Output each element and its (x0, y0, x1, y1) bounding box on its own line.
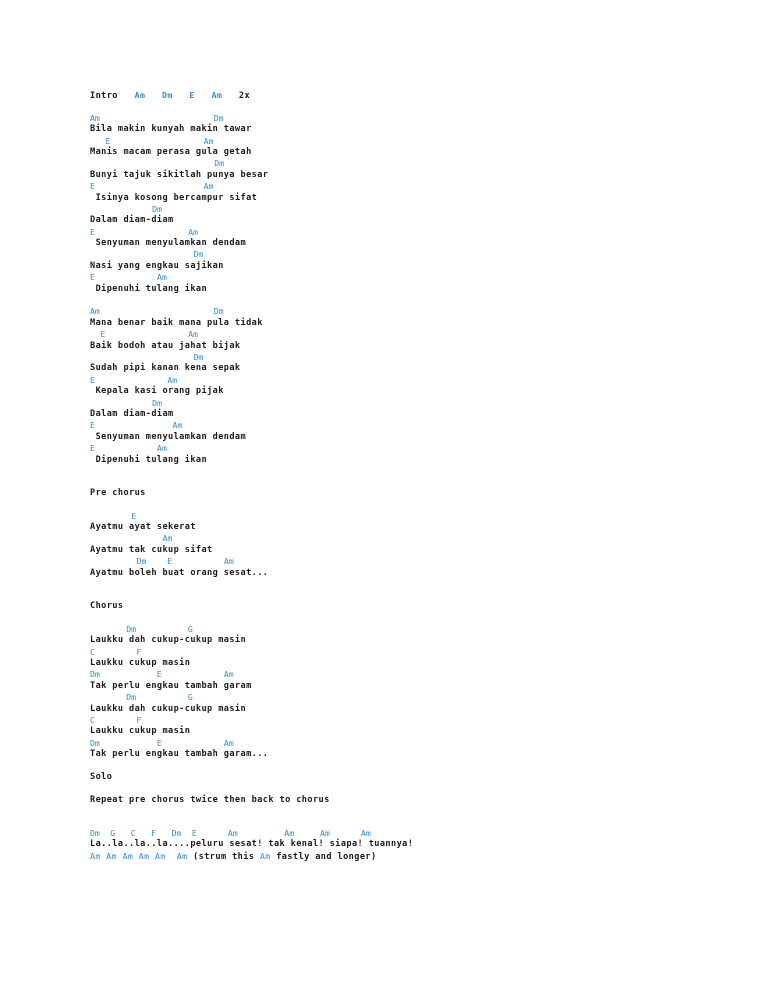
chord-label: Dm (214, 158, 225, 169)
lyric-line: Bila makin kunyah makin tawar (90, 124, 252, 135)
chord-label: Am (227, 828, 238, 839)
chord-label: Dm (126, 623, 137, 634)
chord-line (90, 227, 690, 238)
chord-line (90, 624, 690, 635)
chord-label: Am (157, 443, 167, 454)
chord-line (90, 375, 690, 386)
verse-1 (90, 113, 690, 295)
chord-label: Am (155, 850, 166, 861)
chord-label: Am (90, 112, 100, 123)
chord-label: Dm (152, 203, 162, 214)
chord-line (90, 306, 690, 317)
chord-label: Dm (213, 112, 224, 123)
chord-label: Am (176, 850, 188, 861)
lyric-line: Dalam diam-diam (90, 408, 174, 419)
chord-label: E (90, 374, 95, 385)
chord-label: G (187, 623, 193, 634)
chord-line (90, 443, 690, 454)
lyric-line: Tak perlu engkau tambah garam... (90, 749, 269, 760)
chord-label: Dm (193, 351, 204, 362)
chord-label: Am (259, 850, 271, 861)
chord-line (90, 715, 690, 726)
chord-label: Dm (126, 692, 137, 703)
strum-instruction (90, 851, 690, 862)
chord-label: G (110, 828, 116, 839)
chord-label: Am (203, 135, 214, 146)
strum-text: fastly and longer) (270, 851, 377, 862)
outro-section (90, 828, 690, 862)
chord-line (90, 556, 690, 567)
chord-label: Am (90, 850, 101, 861)
chord-label: Dm (193, 249, 204, 260)
intro-chord: Am (134, 90, 146, 100)
intro-chord: Am (211, 90, 223, 100)
repeat-note: Repeat pre chorus twice then back to chorus (90, 794, 330, 805)
chord-line (90, 181, 690, 192)
lyric-line: Senyuman menyulamkan dendam (90, 238, 247, 249)
chord-line (90, 272, 690, 283)
lyric-line: Bunyi tajuk sikitlah punya besar (90, 169, 269, 180)
chord-line (90, 511, 690, 522)
chord-label: E (167, 556, 173, 567)
chord-label: Am (106, 850, 117, 861)
lyric-line: Dalam diam-diam (90, 215, 174, 226)
chord-label: Am (138, 850, 150, 861)
chord-label: E (105, 135, 111, 146)
chord-label: Dm (171, 828, 182, 839)
chord-label: E (100, 329, 106, 340)
chord-line (90, 692, 690, 703)
lyric-line: Laukku dah cukup-cukup masin (90, 703, 247, 714)
chord-line (90, 113, 690, 124)
chord-label: C (90, 714, 95, 725)
lyric-line: Sudah pipi kanan kena sepak (90, 363, 241, 374)
strum-text: (strum this (187, 851, 260, 862)
chord-label: C (90, 646, 95, 657)
lyric-line: Dipenuhi tulang ikan (90, 454, 208, 465)
intro-repeat: 2x (238, 91, 251, 101)
lyric-line: Laukku cukup masin (90, 657, 191, 668)
chord-label: E (90, 443, 95, 454)
intro-label: Intro (90, 91, 118, 101)
chorus-heading: Chorus (90, 601, 124, 612)
strum-text (166, 852, 177, 862)
chord-label: Am (320, 828, 330, 839)
lyric-line: Laukku dah cukup-cukup masin (90, 635, 247, 646)
chord-label: Am (188, 329, 198, 340)
solo-heading: Solo (90, 771, 113, 782)
chord-line (90, 669, 690, 680)
chord-label: Am (360, 828, 371, 839)
chord-label: Am (172, 420, 183, 431)
chord-label: F (136, 646, 142, 657)
chord-label: G (187, 692, 193, 703)
chord-label: F (136, 714, 142, 725)
chord-label: Am (223, 556, 234, 567)
chord-label: Am (223, 669, 234, 680)
chord-line (90, 647, 690, 658)
intro-line (90, 90, 690, 101)
intro-chord: Dm (162, 90, 173, 100)
lyric-line: Manis macam perasa gula getah (90, 146, 252, 157)
chord-label: Am (188, 226, 198, 237)
prechorus-heading: Pre chorus (90, 487, 146, 498)
lyric-line: Ayatmu boleh buat orang sesat... (90, 567, 269, 578)
chord-label: Am (122, 850, 134, 861)
chord-label: Dm (136, 556, 147, 567)
chord-line (90, 158, 690, 169)
chord-label: E (90, 226, 95, 237)
chord-label: E (191, 828, 197, 839)
chord-sheet (90, 90, 690, 862)
chord-label: E (90, 420, 95, 431)
chord-label: E (90, 272, 95, 283)
lyric-line: Ayatmu tak cukup sifat (90, 544, 213, 555)
chord-line (90, 533, 690, 544)
lyric-line: Baik bodoh atau jahat bijak (90, 340, 241, 351)
verse-2 (90, 306, 690, 465)
chord-label: E (131, 510, 137, 521)
chorus-section (90, 624, 690, 761)
lyric-line: Kepala kasi orang pijak (90, 386, 224, 397)
lyric-line: Tak perlu engkau tambah garam (90, 680, 252, 691)
chord-label: Dm (90, 828, 100, 839)
chord-label: Am (284, 828, 295, 839)
chord-line (90, 204, 690, 215)
chord-line (90, 352, 690, 363)
chord-line (90, 329, 690, 340)
lyric-line: Nasi yang engkau sajikan (90, 260, 224, 271)
lyric-line: Ayatmu ayat sekerat (90, 522, 196, 533)
intro-chord: E (189, 90, 195, 100)
chord-label: Am (162, 533, 173, 544)
chord-line (90, 398, 690, 409)
chord-label: F (151, 828, 157, 839)
chord-label: Dm (90, 669, 100, 680)
chord-label: Dm (213, 306, 224, 317)
chord-label: Dm (152, 397, 162, 408)
lyric-line: Mana benar baik mana pula tidak (90, 317, 263, 328)
chord-label: Dm (90, 737, 100, 748)
chord-label: C (130, 828, 136, 839)
lyric-line: La..la..la..la....peluru sesat! tak kenal! siapa! tuannya! (90, 839, 414, 850)
chord-line (90, 249, 690, 260)
chord-label: Am (203, 181, 214, 192)
chord-label: Am (157, 272, 167, 283)
chord-line (90, 420, 690, 431)
chord-label: Am (90, 306, 100, 317)
chord-line (90, 828, 690, 839)
lyric-line: Laukku cukup masin (90, 726, 191, 737)
chord-label: E (156, 737, 162, 748)
chord-label: E (156, 669, 162, 680)
chord-line (90, 738, 690, 749)
chord-line (90, 136, 690, 147)
lyric-line: Dipenuhi tulang ikan (90, 283, 208, 294)
prechorus-section (90, 511, 690, 579)
lyric-line: Senyuman menyulamkan dendam (90, 431, 247, 442)
chord-label: E (90, 181, 95, 192)
lyric-line: Isinya kosong bercampur sifat (90, 192, 258, 203)
chord-label: Am (223, 737, 234, 748)
chord-label: Am (167, 374, 178, 385)
